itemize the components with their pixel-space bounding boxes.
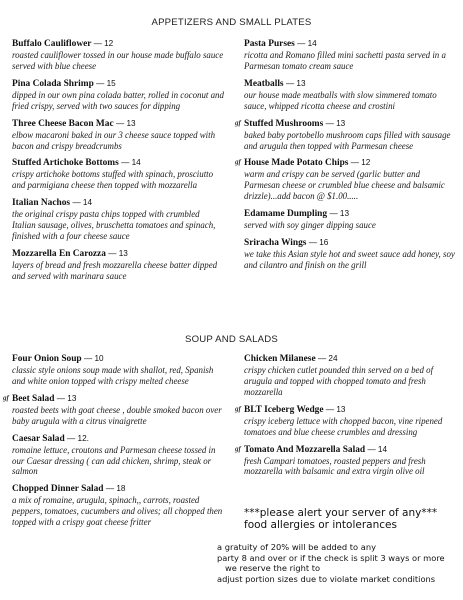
menu-item-description: classic style onions soup made with shallot, red, Spanish and white onion topped with crispy melted cheese [12,365,214,386]
menu-item-title [12,483,224,495]
menu-item-title [244,237,456,249]
gluten-free-mark: gf [235,404,241,413]
menu-item-price: — 13 [56,393,77,403]
menu-item-description: elbow macaroni baked in our 3 cheese sauce topped with bacon and crispy breadcrumbs [12,129,216,151]
menu-item [12,483,224,528]
menu-item-description: crispy chicken cutlet pounded thin served on a bed of arugula and topped with chopped tomato and fresh mozzarella [244,365,434,397]
menu-item-name: Pina Colada Shrimp [12,78,94,89]
menu-item-name: Caesar Salad [12,433,65,444]
menu-item-price: — 13 [325,118,346,128]
menu-item-title [244,38,456,50]
menu-item-price: — 24 [317,354,338,363]
menu-item-title [12,157,224,169]
menu-item-name: Sriracha Wings [244,238,307,249]
appetizers-right-column [235,38,456,277]
menu-item-title [12,197,224,209]
menu-item-description: layers of bread and fresh mozzarella cheese batter dipped and served with marinara sauce [12,259,218,281]
menu-item [3,393,224,427]
menu-item [12,118,224,152]
menu-item-name: House Made Potato Chips [244,158,349,169]
menu-item-title [235,444,456,456]
menu-item-description: roasted beets with goat cheese , double smoked bacon over baby arugula with a citrus vinaigrette [12,404,222,426]
menu-item [244,353,456,398]
gratuity-line: we reserve the right to [225,563,321,574]
soups-right-column [235,353,456,483]
appetizers-left-column [12,38,224,288]
menu-item-price: — 13 [108,248,128,258]
menu-item-title [12,248,224,260]
menu-item [12,433,224,478]
menu-item-title [12,78,224,90]
menu-item-description: dipped in our own pina colada batter, rolled in coconut and fried crispy, served with two sauces for dipping [12,89,224,111]
menu-item-description: fresh Campari tomatoes, roasted peppers and fresh mozzarella with balsamic and extra virgin olive oil [244,455,426,477]
menu-item [12,248,224,282]
menu-item [244,237,456,271]
allergy-notice-line: ***please alert your server of any*** [244,507,438,519]
menu-item-description: crispy iceberg lettuce with chopped bacon, vine ripened tomatoes and blue cheese crumbles and dressing [244,415,443,437]
menu-item-title [235,404,456,416]
menu-item-name: Three Cheese Bacon Mac [12,118,114,129]
menu-item-description: a mix of romaine, arugula, spinach,, carrots, roasted peppers, tomatoes, cucumbers and olives; all chopped then topped with a crispy goat cheese fritter [12,495,223,528]
menu-item-title [12,118,224,130]
menu-item-title [244,353,456,365]
menu-item-title [235,157,456,169]
menu-item-name: BLT Iceberg Wedge [244,404,324,415]
menu-item-price: — 13 [115,118,136,128]
menu-item-price: — 12. [67,433,89,443]
menu-item-description: warm and crispy can be served (garlic butter and Parmesan cheese or crumbled blue cheese and balsamic drizzle)...add bacon @ $1.00..... [244,169,445,202]
menu-item-name: Four Onion Soup [12,354,82,364]
menu-item-description: crispy artichoke bottoms stuffed with spinach, prosciutto and parmigiana cheese then topped with mozzarella [12,169,214,191]
soups-section-title: SOUP AND SALADS [185,334,278,345]
gluten-free-mark: gf [235,158,241,167]
menu-item-price: — 14 [72,198,93,208]
menu-item-price: — 16 [308,238,329,248]
menu-item-price: — 12 [93,39,114,48]
menu-item-description: roasted cauliflower tossed in our house made buffalo sauce served with blue cheese [12,50,224,71]
menu-item [12,197,224,242]
menu-item [12,38,224,72]
allergy-notice [244,508,459,531]
menu-item-description: served with soy ginger dipping sauce [244,220,376,231]
menu-item [12,157,224,191]
menu-item-price: — 12 [350,158,371,168]
gratuity-line: adjust portion sizes due to violate market conditions [217,573,436,584]
menu-item [12,353,224,387]
menu-item [235,157,456,202]
menu-item-name: Chicken Milanese [244,354,316,364]
menu-item-description: we take this Asian style hot and sweet sauce add honey, soy and cilantro and finish on the grill [244,249,455,270]
menu-item [235,404,456,438]
menu-item [244,78,456,112]
gratuity-note [217,542,462,584]
menu-item-description: ricotta and Romano filled mini sachetti pasta served in a Parmesan tomato cream sauce [244,50,446,71]
menu-item-price: — 14 [367,444,388,454]
menu-item-name: Meatballs [244,78,284,89]
gluten-free-mark: gf [3,393,9,402]
menu-item-description: romaine lettuce, croutons and Parmesan cheese tossed in our Caesar dressing ( can add chicken, shrimp, steak or salmon [12,444,216,477]
menu-item-name: Tomato And Mozzarella Salad [244,444,366,455]
menu-item [235,118,456,152]
menu-item-title [3,393,224,405]
soups-left-column [3,353,224,534]
gratuity-line: a gratuity of 20% will be added to any [217,542,377,552]
menu-item-name: Stuffed Artichoke Bottoms [12,158,119,169]
menu-item [235,444,456,478]
menu-item-price: — 13 [329,209,350,219]
menu-item-name: Beet Salad [12,393,55,404]
gluten-free-mark: gf [235,118,241,127]
menu-item-price: — 14 [297,39,317,48]
menu-item [244,38,456,72]
menu-item-description: baked baby portobello mushroom caps filled with sausage and arugula then topped with Parmesan cheese [244,129,451,151]
gratuity-line: party 8 and over or if the check is split 3 ways or more [217,552,445,563]
appetizers-section-title: APPETIZERS AND SMALL PLATES [151,17,312,28]
menu-item-title [12,38,224,50]
menu-item [12,78,224,112]
menu-item-price: — 13 [285,78,306,88]
menu-item-price: — 10 [84,354,104,363]
menu-item [244,208,456,231]
menu-item-name: Stuffed Mushrooms [244,118,324,129]
menu-item-title [244,208,456,220]
allergy-notice-line: food allergies or intolerances [244,518,397,531]
menu-item-description: our house made meatballs with slow simmered tomato sauce, whipped ricotta cheese and crostini [244,89,437,111]
menu-item-title [12,353,224,365]
menu-item-name: Pasta Purses [244,39,295,49]
menu-item-description: the original crispy pasta chips topped with crumbled Italian sausage, olives, bruschetta tomatoes and spinach, finished with a four cheese sauce [12,209,216,242]
menu-item-title [12,433,224,445]
menu-item-name: Buffalo Cauliflower [12,39,92,49]
menu-item-name: Chopped Dinner Salad [12,484,104,495]
menu-item-title [235,118,456,130]
menu-item-name: Mozzarella En Carozza [12,248,106,259]
gluten-free-mark: gf [235,444,241,453]
menu-item-name: Italian Nachos [12,198,71,209]
menu-item-price: — 18 [105,484,126,494]
menu-item-price: — 13 [325,404,346,414]
menu-item-price: — 14 [121,158,141,168]
menu-item-price: — 15 [96,78,116,88]
menu-item-name: Edamame Dumpling [244,209,328,220]
menu-item-title [244,78,456,90]
